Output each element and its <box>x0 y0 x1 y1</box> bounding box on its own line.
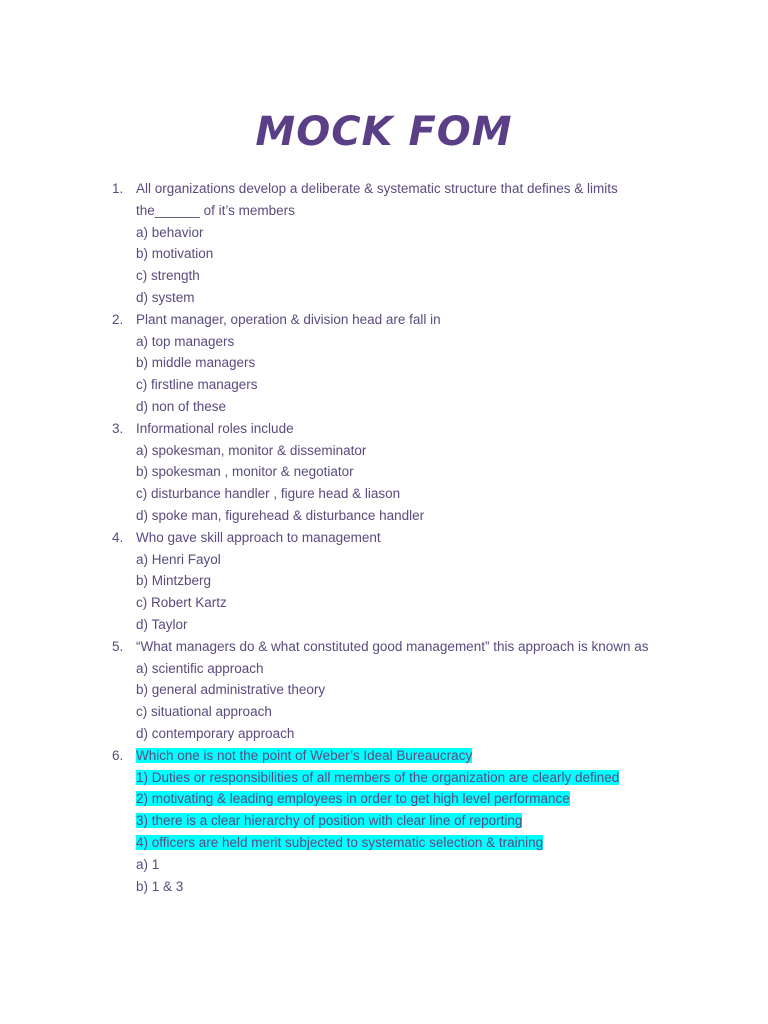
answer-option: b) motivation <box>136 246 214 262</box>
answer-option: d) system <box>136 289 195 305</box>
highlighted-statement: 4) officers are held merit subjected to systematic selection & training <box>136 834 544 850</box>
question-1 <box>112 178 712 309</box>
answer-option: a) top managers <box>136 333 235 349</box>
question-text-line: All organizations develop a deliberate & systematic structure that defines & limits <box>136 181 618 196</box>
answer-option: d) non of these <box>136 398 227 414</box>
question-number: 1. <box>112 181 124 196</box>
question-text-line: the______ of it’s members <box>136 202 295 218</box>
question-number: 5. <box>112 638 124 654</box>
answer-option: c) firstline managers <box>136 377 258 393</box>
answer-option: b) 1 & 3 <box>136 878 184 894</box>
answer-option: d) Taylor <box>136 616 188 632</box>
question-number: 6. <box>112 747 124 763</box>
answer-option: a) spokesman, monitor & disseminator <box>136 442 367 458</box>
answer-option: b) middle managers <box>136 355 256 371</box>
question-number: 3. <box>112 420 124 436</box>
question-5 <box>112 636 712 745</box>
answer-option: a) scientific approach <box>136 660 264 676</box>
question-number: 2. <box>112 311 124 327</box>
question-list <box>112 178 712 897</box>
question-6 <box>112 745 712 898</box>
highlighted-question-text: Which one is not the point of Weber’s Ideal Bureaucracy <box>136 747 473 763</box>
answer-option: b) spokesman , monitor & negotiator <box>136 464 354 480</box>
answer-option: a) Henri Fayol <box>136 551 221 567</box>
answer-option: c) Robert Kartz <box>136 595 227 611</box>
highlighted-statement: 2) motivating & leading employees in order to get high level performance <box>136 791 570 807</box>
answer-option: c) disturbance handler , figure head & liason <box>136 486 401 502</box>
question-number: 4. <box>112 529 124 545</box>
highlighted-statement: 3) there is a clear hierarchy of position with clear line of reporting <box>136 813 523 829</box>
answer-option: d) contemporary approach <box>136 725 295 741</box>
answer-option: a) behavior <box>136 224 204 240</box>
answer-option: c) situational approach <box>136 704 272 720</box>
question-text-line: Informational roles include <box>136 420 294 436</box>
answer-option: c) strength <box>136 268 200 284</box>
highlighted-statement: 1) Duties or responsibilities of all members of the organization are clearly defined <box>136 769 620 785</box>
answer-option: a) 1 <box>136 856 160 872</box>
answer-option: b) Mintzberg <box>136 573 212 589</box>
question-4 <box>112 527 712 636</box>
question-text-line: Who gave skill approach to management <box>136 529 381 545</box>
document-title: MOCK FOM <box>255 109 513 155</box>
answer-option: b) general administrative theory <box>136 682 326 698</box>
question-2 <box>112 309 712 418</box>
question-3 <box>112 418 712 527</box>
question-text-line: “What managers do & what constituted good management” this approach is known as <box>136 638 649 654</box>
answer-option: d) spoke man, figurehead & disturbance handler <box>136 507 425 523</box>
question-text-line: Plant manager, operation & division head are fall in <box>136 311 441 327</box>
